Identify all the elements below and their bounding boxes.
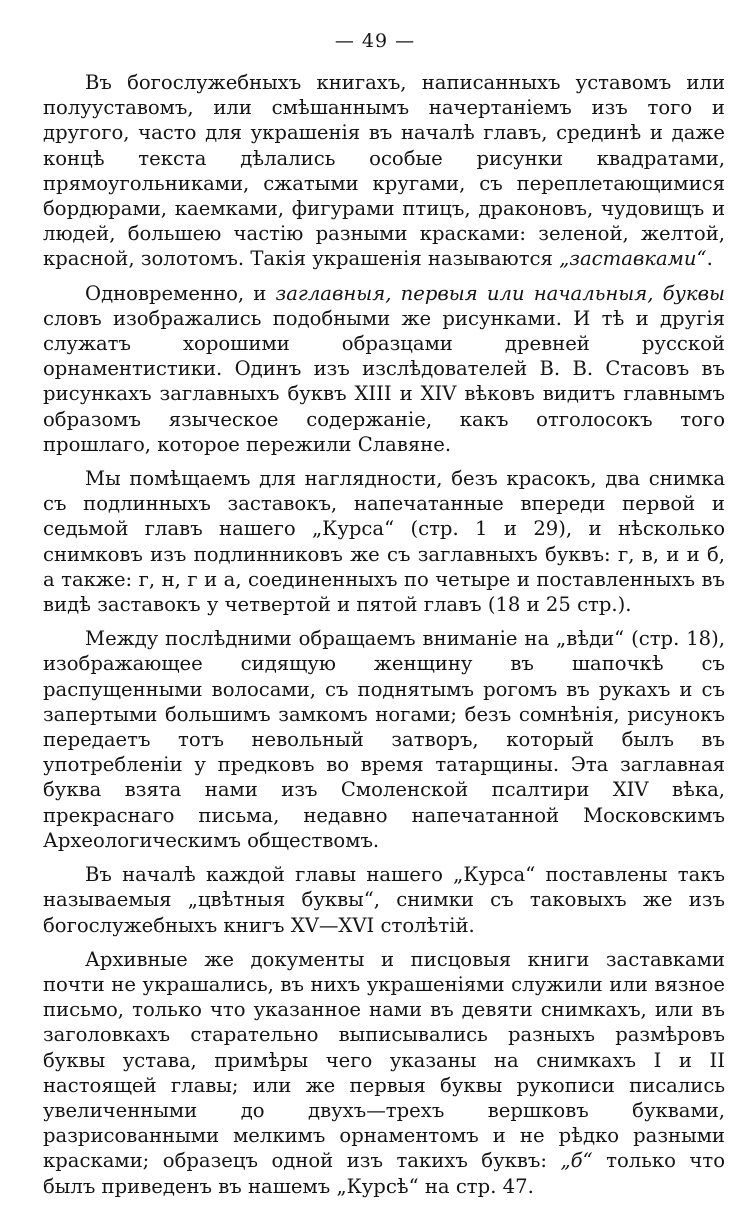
italic-term: заглавныя, первыя или начальныя, буквы (275, 281, 725, 305)
paragraph-4 (43, 626, 725, 853)
paragraph-text: Въ богослужебныхъ книгахъ, написанныхъ уставомъ или полууставомъ, или смѣшаннымъ начертаніемъ изъ того и другого, часто для украшенія въ началѣ главъ, срединѣ и даже концѣ текста дѣлались особые рисунки квадратами, прямоугольниками, сжатыми кругами, съ переплетающимися бордюрами, каемками, фигурами птицъ, драконовъ, чудовищъ и людей, большею частію разными красками: зеленой, желтой, красной, золотомъ. Такія украшенія называются (43, 71, 725, 271)
paragraph-text: Одновременно, и (85, 281, 276, 305)
paragraph-text: словъ изображались подобными же рисунками. И тѣ и другія служатъ хорошими образцами древней русской орнаментистики. Одинъ изъ изслѣдователей В. В. Стасовъ въ рисункахъ заглавныхъ буквъ XIII и XIV вѣковъ видитъ главнымъ образомъ языческое содержаніе, какъ отголосокъ того прошлаго, которое пережили Славяне. (43, 306, 725, 456)
paragraph-5 (43, 862, 725, 938)
body-text (43, 70, 725, 1208)
paragraph-text: . (706, 247, 713, 271)
italic-term: „б“ (560, 1149, 593, 1173)
paragraph-text: Архивные же документы и писцовыя книги заставками почти не украшались, въ нихъ украшеніями служили или вязное письмо, только что указанное нами въ девяти снимкахъ, или въ заголовкахъ старательно выписывались разныхъ размѣровъ буквы устава, примѣры чего указаны на снимкахъ I и II настоящей главы; или же первыя буквы рукописи писались увеличенными до двухъ—трехъ вершковъ буквами, разрисованными мелкимъ орнаментомъ и не рѣдко разными красками; образецъ одной изъ такихъ буквъ: (43, 947, 725, 1173)
paragraph-6 (43, 947, 725, 1199)
paragraph-text: Мы помѣщаемъ для наглядности, безъ красокъ, два снимка съ подлинныхъ заставокъ, напечатанные впереди первой и седьмой главъ нашего „Курса“ (стр. 1 и 29), и нѣсколько снимковъ изъ подлинниковъ же съ заглавныхъ буквъ: г, в, и и б, а также: г, н, г и а, соединенныхъ по четыре и поставленныхъ въ видѣ заставокъ у четвертой и пятой главъ (18 и 25 стр.). (43, 467, 725, 617)
page-number: — 49 — (334, 30, 416, 52)
paragraph-text: Въ началѣ каждой главы нашего „Курса“ поставлены такъ называемыя „цвѣтныя буквы“, снимки съ таковыхъ же изъ богослужебныхъ книгъ XV—XVI столѣтій. (43, 863, 725, 937)
paragraph-1 (43, 70, 725, 272)
paragraph-3 (43, 466, 725, 617)
italic-term: „заставками“ (559, 247, 707, 271)
paragraph-text: только что былъ приведенъ въ нашемъ „Курсѣ“ на стр. 47. (43, 1149, 726, 1198)
paragraph-text: Между послѣдними обращаемъ вниманіе на „вѣди“ (стр. 18), изображающее сидящую женщину въ шапочкѣ съ распущенными волосами, съ поднятымъ рогомъ въ рукахъ и съ запертыми большимъ замкомъ ногами; безъ сомнѣнія, рисунокъ передаетъ тотъ невольный затворъ, который былъ въ употребленіи у предковъ во время татарщины. Эта заглавная буква взята нами изъ Смоленской псалтири XIV вѣка, прекраснаго письма, недавно напечатанной Московскимъ Археологическимъ обществомъ. (43, 627, 725, 852)
paragraph-2 (43, 281, 725, 457)
